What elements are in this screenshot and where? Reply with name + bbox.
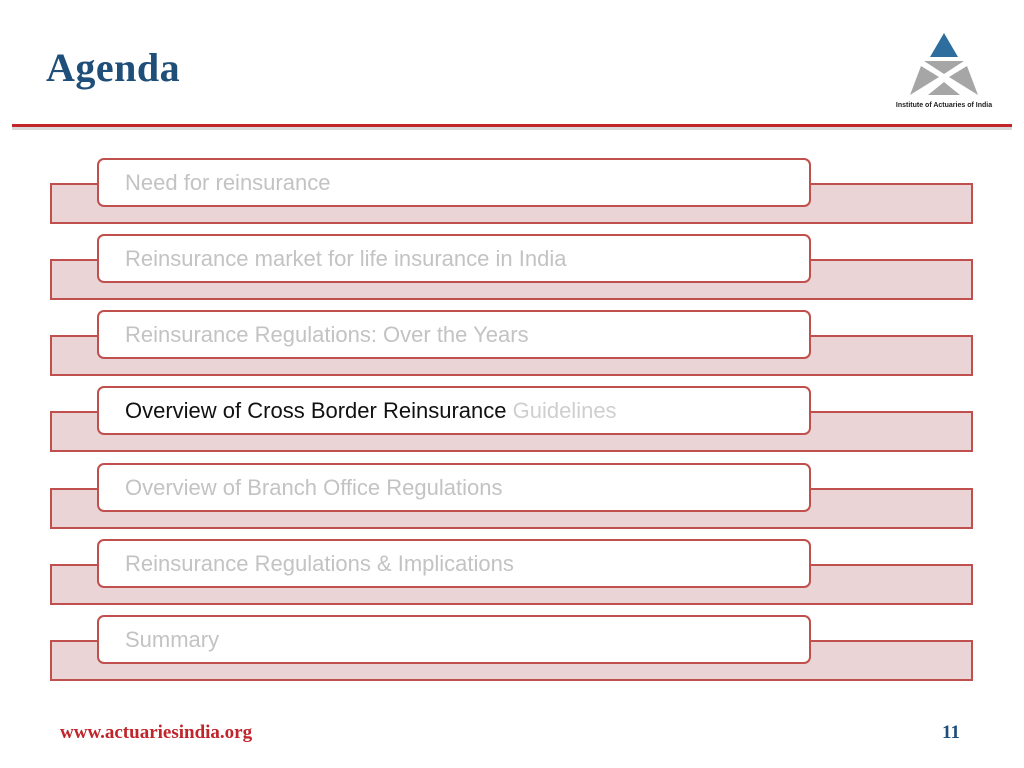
agenda-item (0, 310, 1024, 380)
agenda-item-label: Need for reinsurance (125, 169, 331, 195)
agenda-box (97, 539, 811, 588)
agenda-box (97, 158, 811, 207)
agenda-item (0, 234, 1024, 304)
footer-website-link[interactable]: www.actuariesindia.org (60, 722, 253, 743)
agenda-item-active (0, 386, 1024, 456)
logo-caption: Institute of Actuaries of India (895, 102, 993, 109)
agenda-box (97, 463, 811, 512)
agenda-item (0, 539, 1024, 609)
agenda-item-suffix: Guidelines (506, 397, 617, 423)
agenda-item (0, 158, 1024, 228)
agenda-item-label: Summary (125, 626, 220, 652)
agenda-item-label: Overview of Branch Office Regulations (125, 474, 503, 500)
agenda-box (97, 386, 811, 435)
page-number: 11 (942, 722, 960, 743)
slide-title: Agenda (46, 45, 181, 90)
agenda-box (97, 615, 811, 664)
agenda-item (0, 615, 1024, 685)
agenda-item-label: Overview of Cross Border Reinsurance (125, 397, 507, 423)
agenda-box (97, 234, 811, 283)
agenda-item-label: Reinsurance Regulations: Over the Years (125, 321, 529, 347)
agenda-item-label: Reinsurance market for life insurance in India (125, 245, 567, 271)
agenda-item (0, 463, 1024, 533)
agenda-item-label: Reinsurance Regulations & Implications (125, 550, 514, 576)
agenda-box (97, 310, 811, 359)
